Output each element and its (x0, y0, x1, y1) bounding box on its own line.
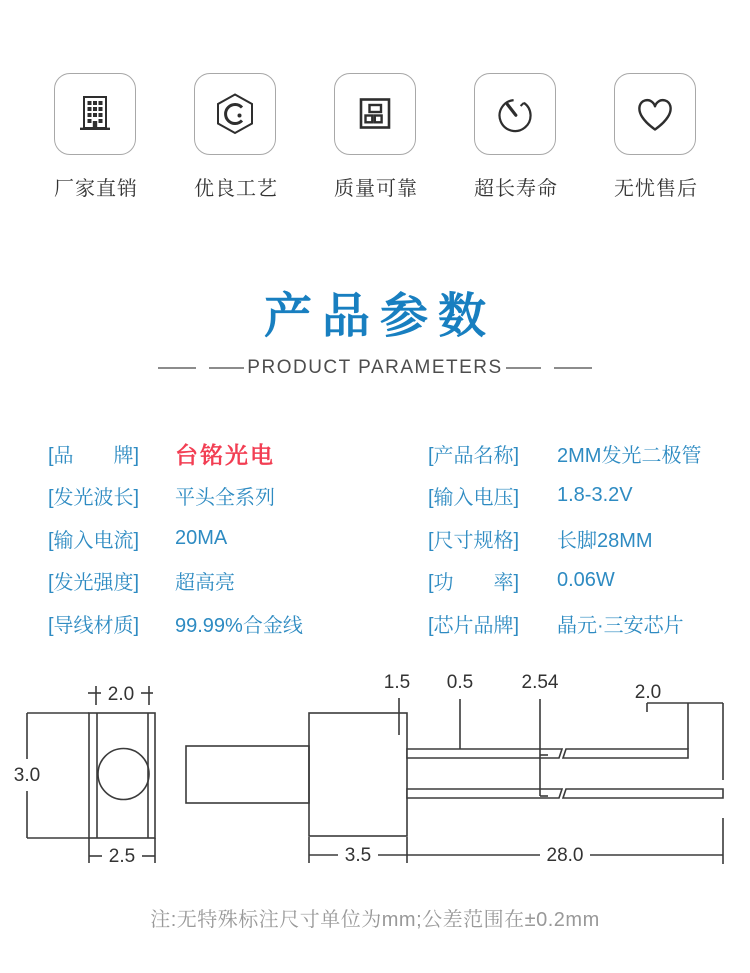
title-block (0, 289, 750, 379)
svg-text:2.5: 2.5 (108, 846, 136, 867)
feature-icon-box (54, 73, 136, 155)
tolerance-note: 注:无特殊标注尺寸单位为mm;公差范围在±0.2mm (150, 909, 600, 931)
spec-label: [功 率] (428, 572, 520, 595)
dim-front-width-bottom (89, 838, 155, 867)
building-icon (71, 90, 119, 138)
spec-value-brand: 台铭光电 (175, 441, 275, 468)
led-flange (309, 713, 407, 836)
feature-icon-box (194, 73, 276, 155)
spec-value: 晶元·三安芯片 (557, 614, 684, 637)
dim-lead-pitch (522, 672, 559, 796)
feature-icon-box (334, 73, 416, 155)
spec-label: [芯片品牌] (428, 614, 520, 637)
svg-text:1.5: 1.5 (383, 672, 411, 693)
spec-row-chip (428, 602, 701, 645)
lead-lower-right (563, 789, 723, 798)
spec-label: [输入电流] (48, 529, 140, 552)
feature-label: 质量可靠 (334, 178, 418, 200)
spec-value: 长脚28MM (557, 529, 653, 552)
svg-text:2.0: 2.0 (634, 682, 662, 703)
feature-label: 超长寿命 (474, 178, 558, 200)
dim-front-width-top (88, 684, 153, 705)
svg-text:2.0: 2.0 (107, 684, 135, 705)
svg-text:3.0: 3.0 (13, 765, 41, 786)
lead-lower-left (407, 789, 562, 798)
divider-line (158, 367, 196, 369)
spec-row-size (428, 517, 701, 560)
dim-body-and-lead-length (309, 818, 723, 866)
page-subtitle-text: PRODUCT PARAMETERS (247, 357, 503, 379)
feature-label: 优良工艺 (194, 178, 278, 200)
page-title: 产品参数 (263, 290, 496, 343)
feature-icon-box (474, 73, 556, 155)
dim-lead-length-diff (635, 682, 723, 780)
timer-icon (491, 90, 539, 138)
spec-row-power (428, 560, 701, 603)
divider-line (209, 367, 244, 369)
spec-column-right (428, 432, 701, 645)
led-front-view (89, 713, 155, 838)
led-side-view (186, 713, 723, 836)
spec-value: 1.8-3.2V (557, 484, 633, 507)
technical-drawing (0, 660, 750, 875)
feature-icon-box (614, 73, 696, 155)
feature-label: 厂家直销 (54, 178, 138, 200)
feature-item-quality (334, 73, 416, 201)
spec-value: 2MM发光二极管 (557, 444, 702, 467)
svg-text:28.0: 28.0 (546, 845, 584, 866)
spec-value: 平头全系列 (175, 487, 275, 510)
spec-label: [尺寸规格] (428, 529, 520, 552)
divider-line (506, 367, 541, 369)
spec-value: 99.99%合金线 (175, 614, 303, 637)
spec-label: [发光波长] (48, 487, 140, 510)
quality-blocks-icon (351, 90, 399, 138)
feature-row (0, 73, 750, 201)
spec-column-left (48, 432, 303, 645)
svg-text:2.54: 2.54 (521, 672, 559, 693)
spec-value: 超高亮 (175, 572, 235, 595)
page-subtitle (0, 357, 750, 379)
spec-row-intensity (48, 560, 303, 603)
spec-label: [发光强度] (48, 572, 140, 595)
spec-label: [输入电压] (428, 487, 520, 510)
svg-text:0.5: 0.5 (446, 672, 474, 693)
feature-label: 无忧售后 (614, 178, 698, 200)
led-body (186, 746, 309, 803)
dim-lead-thickness (447, 672, 473, 749)
spec-value: 0.06W (557, 569, 615, 592)
spec-row-wavelength (48, 475, 303, 518)
feature-item-factory (54, 73, 136, 201)
divider-line (554, 367, 592, 369)
spec-row-brand (48, 432, 303, 475)
spec-row-voltage (428, 475, 701, 518)
hexagon-craft-icon (211, 90, 259, 138)
spec-label: [产品名称] (428, 444, 520, 467)
feature-item-lifespan (474, 73, 556, 201)
spec-row-current (48, 517, 303, 560)
spec-label: [品 牌] (48, 444, 140, 467)
dim-front-height (14, 713, 89, 838)
feature-item-craft (194, 73, 276, 201)
lead-upper-left (407, 749, 562, 758)
led-lens-circle (98, 749, 149, 800)
feature-item-aftersale (614, 73, 696, 201)
spec-value: 20MA (175, 526, 228, 549)
spec-row-wire (48, 602, 303, 645)
lead-upper-right (563, 749, 688, 758)
spec-row-product-name (428, 432, 701, 475)
heart-icon (631, 90, 679, 138)
spec-label: [导线材质] (48, 614, 140, 637)
svg-text:3.5: 3.5 (344, 845, 372, 866)
